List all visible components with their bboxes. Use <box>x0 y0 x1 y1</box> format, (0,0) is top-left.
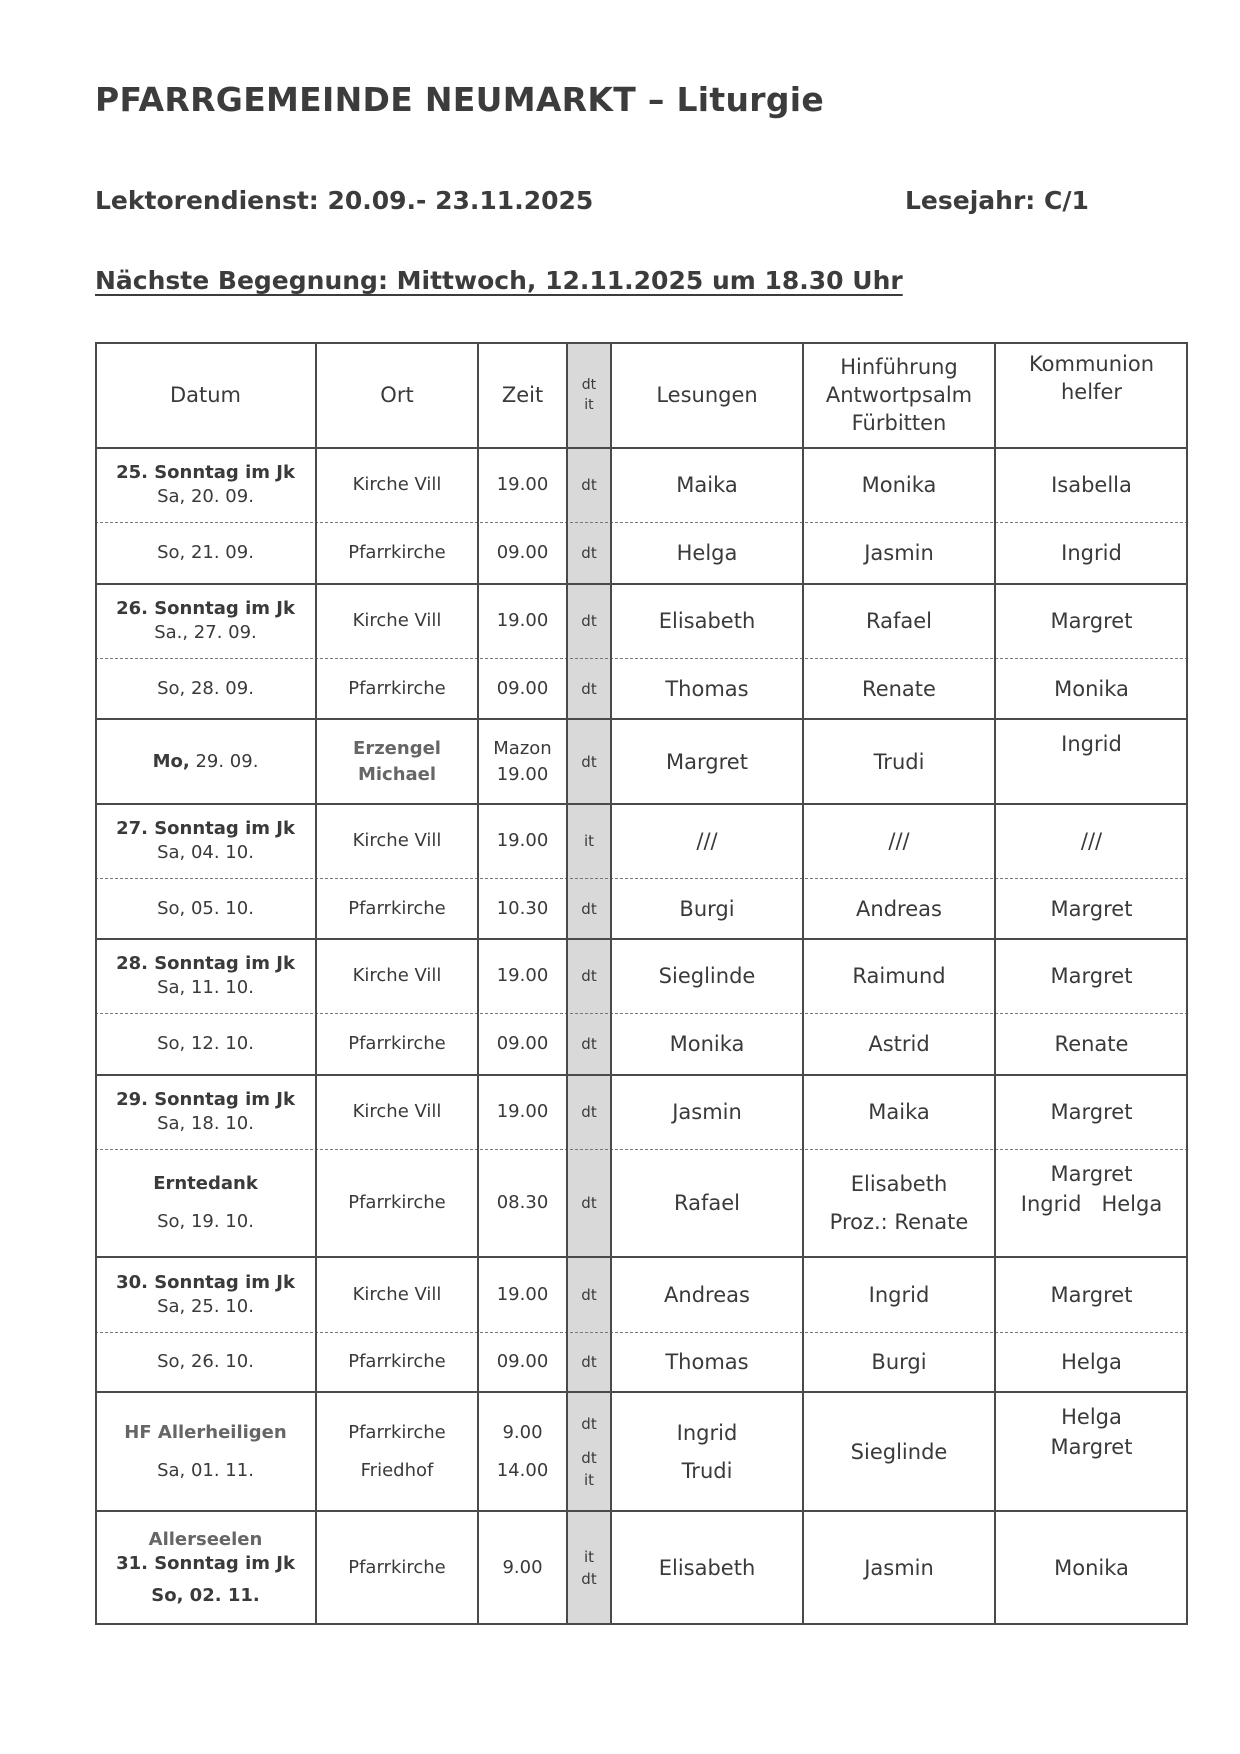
psalm-intercessions-cell <box>803 658 995 719</box>
date-label: Sa, 20. 09. <box>157 486 254 507</box>
time-label: 19.00 <box>496 1283 549 1305</box>
time-label: 19.00 <box>496 610 549 631</box>
reader-name: Elisabeth <box>658 609 756 633</box>
language-cell <box>567 804 611 878</box>
location-cell <box>316 939 478 1013</box>
date-cell <box>95 1392 316 1511</box>
helper-name: Helga <box>1061 1405 1122 1429</box>
location-label: Pfarrkirche <box>348 542 446 563</box>
date-label: So, 12. 10. <box>157 1033 254 1054</box>
page-title: PFARRGEMEINDE NEUMARKT – Liturgie <box>95 80 825 119</box>
date-label: Sa., 27. 09. <box>154 622 257 643</box>
language-cell <box>567 522 611 584</box>
time-label: Mazon <box>493 737 552 759</box>
reader-name: Maika <box>676 473 738 497</box>
language-label: it <box>583 1547 595 1566</box>
time-label: 19.00 <box>496 474 549 495</box>
helper-name: Ingrid <box>1061 541 1122 565</box>
location-cell <box>316 448 478 522</box>
psalm-intercessions-cell <box>803 584 995 658</box>
psalm-intercessions-cell <box>803 1149 995 1257</box>
reader-name: Maika <box>868 1100 930 1124</box>
header-lesungen <box>611 342 803 448</box>
date-label: Sa, 04. 10. <box>157 842 254 863</box>
location-cell <box>316 1257 478 1332</box>
location-cell <box>316 1149 478 1257</box>
reader-name: Elisabeth <box>658 1555 756 1580</box>
reader-name: Burgi <box>679 896 735 921</box>
date-cell <box>95 939 316 1013</box>
location-label: Kirche Vill <box>352 610 442 631</box>
date-label: So, 05. 10. <box>157 897 254 919</box>
language-cell <box>567 1511 611 1624</box>
row-divider-dashed <box>95 522 1188 523</box>
location-label: Pfarrkirche <box>348 897 446 919</box>
psalm-intercessions-cell <box>803 1511 995 1624</box>
header-lang-it: it <box>584 397 594 413</box>
row-divider <box>95 1256 1188 1258</box>
date-cell <box>95 1075 316 1149</box>
header-ort <box>316 342 478 448</box>
psalm-intercessions-cell <box>803 1332 995 1392</box>
language-label: dt <box>581 1448 597 1467</box>
reader-name: Burgi <box>871 1350 927 1374</box>
date-label: 29. 09. <box>195 750 259 772</box>
language-cell <box>567 1392 611 1511</box>
communion-helper-cell <box>995 939 1188 1013</box>
feast-label: Allerseelen <box>148 1528 263 1550</box>
header-hinf-line1: Hinführung <box>840 355 958 379</box>
location-label: Kirche Vill <box>352 965 442 986</box>
location-label: Kirche Vill <box>352 1283 442 1305</box>
occasion-label: 26. Sonntag im Jk <box>116 598 295 619</box>
time-cell <box>478 1257 567 1332</box>
readings-cell <box>611 658 803 719</box>
row-divider <box>95 718 1188 720</box>
language-label: it <box>583 1470 595 1489</box>
reader-name: /// <box>888 829 910 853</box>
helper-name: /// <box>1080 829 1103 853</box>
time-cell <box>478 804 567 878</box>
language-label: it <box>583 832 595 850</box>
psalm-intercessions-cell <box>803 719 995 804</box>
occasion-label: HF Allerheiligen <box>124 1421 287 1443</box>
reader-name: Ingrid <box>676 1420 738 1445</box>
column-divider <box>315 342 317 1624</box>
header-ort-label: Ort <box>380 383 414 407</box>
time-cell <box>478 719 567 804</box>
time-label: 14.00 <box>496 1459 549 1481</box>
language-cell <box>567 1075 611 1149</box>
row-divider-dashed <box>95 878 1188 879</box>
location-label: Michael <box>357 763 437 785</box>
reader-name: Jasmin <box>864 1555 934 1580</box>
date-cell <box>95 1332 316 1392</box>
language-cell <box>567 719 611 804</box>
helper-name: Monika <box>1054 676 1129 701</box>
reader-name: Raimund <box>852 964 946 988</box>
communion-helper-cell <box>995 878 1188 939</box>
language-label: dt <box>581 1194 597 1212</box>
reader-name: Monika <box>669 1032 745 1056</box>
helper-name: Isabella <box>1051 473 1132 497</box>
language-label: dt <box>581 679 597 698</box>
communion-helper-cell <box>995 658 1188 719</box>
time-label: 9.00 <box>502 1421 543 1443</box>
header-komm-line1: Kommunion <box>1028 352 1155 376</box>
language-label: dt <box>581 752 597 771</box>
column-divider <box>477 342 479 1624</box>
time-cell <box>478 1075 567 1149</box>
communion-helper-cell <box>995 1149 1188 1257</box>
time-cell <box>478 584 567 658</box>
helper-name: Helga <box>1061 1350 1122 1374</box>
date-line <box>153 750 259 774</box>
time-cell <box>478 448 567 522</box>
time-cell <box>478 658 567 719</box>
row-divider-dashed <box>95 658 1188 659</box>
language-label: dt <box>581 612 597 630</box>
location-cell <box>316 719 478 804</box>
header-hinf-line2: Antwortpsalm <box>825 383 973 407</box>
language-label: dt <box>581 899 597 918</box>
communion-helper-cell <box>995 804 1188 878</box>
time-label: 08.30 <box>496 1192 549 1213</box>
language-label: dt <box>581 1414 597 1433</box>
helper-name: Ingrid <box>1061 732 1122 756</box>
readings-cell <box>611 1149 803 1257</box>
row-divider-dashed <box>95 1332 1188 1333</box>
time-label: 10.30 <box>496 897 549 919</box>
header-zeit-label: Zeit <box>501 383 544 407</box>
header-datum <box>95 342 316 448</box>
header-komm-line2: helfer <box>1060 380 1122 404</box>
occasion-label: 27. Sonntag im Jk <box>116 818 295 839</box>
language-cell <box>567 939 611 1013</box>
language-label: dt <box>581 1285 597 1304</box>
lector-schedule-table <box>95 342 1188 1624</box>
reader-name: Renate <box>862 676 936 701</box>
location-cell <box>316 1392 478 1511</box>
helper-name: Renate <box>1054 1032 1129 1056</box>
time-cell <box>478 1332 567 1392</box>
communion-helper-cell <box>995 1511 1188 1624</box>
readings-cell <box>611 1075 803 1149</box>
language-cell <box>567 658 611 719</box>
location-cell <box>316 1332 478 1392</box>
location-cell <box>316 804 478 878</box>
time-cell <box>478 878 567 939</box>
location-cell <box>316 1511 478 1624</box>
date-cell <box>95 1013 316 1075</box>
readings-cell <box>611 1511 803 1624</box>
helper-name: Ingrid Helga <box>1020 1192 1163 1216</box>
reader-name: Andreas <box>856 896 942 921</box>
helper-name: Margret <box>1050 964 1133 988</box>
header-lesungen-label: Lesungen <box>656 383 758 407</box>
reader-name: Trudi <box>873 749 925 774</box>
row-divider-dashed <box>95 1149 1188 1150</box>
helper-name: Margret <box>1050 896 1133 921</box>
helper-name: Margret <box>1050 1435 1133 1459</box>
reader-name: Trudi <box>681 1458 733 1483</box>
date-label: Sa, 25. 10. <box>157 1295 254 1317</box>
row-divider <box>95 1623 1188 1625</box>
date-label: Sa, 11. 10. <box>157 977 254 998</box>
readings-cell <box>611 584 803 658</box>
helper-name: Margret <box>1050 1100 1133 1124</box>
psalm-intercessions-cell <box>803 448 995 522</box>
time-label: 19.00 <box>496 965 549 986</box>
reader-name: Margret <box>666 749 748 774</box>
next-meeting: Nächste Begegnung: Mittwoch, 12.11.2025 um 18.30 Uhr <box>95 266 903 295</box>
reader-name: Astrid <box>868 1032 930 1056</box>
occasion-label: 25. Sonntag im Jk <box>116 462 295 483</box>
reader-name: Helga <box>676 541 738 565</box>
date-cell <box>95 1257 316 1332</box>
helper-name: Margret <box>1050 609 1133 633</box>
reader-name: Jasmin <box>864 541 934 565</box>
row-divider <box>95 583 1188 585</box>
language-cell <box>567 584 611 658</box>
reader-name: Sieglinde <box>850 1439 948 1464</box>
reader-name: Thomas <box>665 1350 749 1374</box>
communion-helper-cell <box>995 448 1188 522</box>
occasion-label: 29. Sonntag im Jk <box>116 1089 295 1110</box>
time-cell <box>478 1392 567 1511</box>
time-label: 09.00 <box>496 677 549 699</box>
location-label: Pfarrkirche <box>348 1033 446 1054</box>
date-cell <box>95 878 316 939</box>
communion-helper-cell <box>995 1257 1188 1332</box>
time-label: 9.00 <box>502 1556 543 1578</box>
time-label: 09.00 <box>496 1351 549 1372</box>
weekday-label: Mo, <box>152 750 190 772</box>
communion-helper-cell <box>995 1332 1188 1392</box>
header-hinf-line3: Fürbitten <box>851 411 947 435</box>
psalm-intercessions-cell <box>803 1392 995 1511</box>
psalm-intercessions-cell <box>803 878 995 939</box>
readings-cell <box>611 878 803 939</box>
occasion-label: 31. Sonntag im Jk <box>116 1552 295 1574</box>
language-label: dt <box>581 544 597 562</box>
date-label: So, 26. 10. <box>157 1351 254 1372</box>
location-label: Pfarrkirche <box>348 1351 446 1372</box>
communion-helper-cell <box>995 1075 1188 1149</box>
time-label: 19.00 <box>496 1101 549 1122</box>
location-cell <box>316 1075 478 1149</box>
date-label: So, 28. 09. <box>157 677 254 699</box>
reader-name: Elisabeth <box>850 1172 948 1196</box>
column-divider <box>994 342 996 1624</box>
occasion-label: Erntedank <box>153 1173 258 1194</box>
location-cell <box>316 584 478 658</box>
location-cell <box>316 522 478 584</box>
readings-cell <box>611 719 803 804</box>
time-cell <box>478 939 567 1013</box>
date-label: So, 21. 09. <box>157 542 254 563</box>
communion-helper-cell <box>995 522 1188 584</box>
date-cell <box>95 448 316 522</box>
location-label: Pfarrkirche <box>348 1421 446 1443</box>
location-label: Friedhof <box>360 1459 434 1481</box>
language-cell <box>567 1257 611 1332</box>
row-divider <box>95 938 1188 940</box>
time-cell <box>478 1511 567 1624</box>
location-label: Kirche Vill <box>352 830 442 851</box>
location-cell <box>316 878 478 939</box>
location-label: Pfarrkirche <box>348 677 446 699</box>
psalm-intercessions-cell <box>803 939 995 1013</box>
language-label: dt <box>581 476 597 494</box>
communion-helper-cell <box>995 719 1188 804</box>
date-cell <box>95 1149 316 1257</box>
table-border-top <box>95 342 1188 344</box>
reading-year: Lesejahr: C/1 <box>905 186 1089 215</box>
row-divider <box>95 447 1188 449</box>
language-label: dt <box>581 1035 597 1053</box>
helper-name: Margret <box>1050 1162 1133 1186</box>
helper-name: Margret <box>1050 1282 1133 1307</box>
service-period: Lektorendienst: 20.09.- 23.11.2025 <box>95 186 594 215</box>
time-cell <box>478 1013 567 1075</box>
language-cell <box>567 878 611 939</box>
time-cell <box>478 1149 567 1257</box>
date-cell <box>95 1511 316 1624</box>
reader-name: Ingrid <box>868 1282 930 1307</box>
location-cell <box>316 1013 478 1075</box>
communion-helper-cell <box>995 584 1188 658</box>
date-cell <box>95 584 316 658</box>
occasion-label: 28. Sonntag im Jk <box>116 953 295 974</box>
header-zeit <box>478 342 567 448</box>
location-label: Pfarrkirche <box>348 1556 446 1578</box>
header-language <box>567 342 611 448</box>
readings-cell <box>611 1257 803 1332</box>
row-divider <box>95 1510 1188 1512</box>
communion-helper-cell <box>995 1013 1188 1075</box>
readings-cell <box>611 804 803 878</box>
language-cell <box>567 1332 611 1392</box>
reader-name: Rafael <box>673 1191 740 1215</box>
readings-cell <box>611 1392 803 1511</box>
location-label: Erzengel <box>353 737 441 759</box>
reader-name: Andreas <box>664 1282 750 1307</box>
psalm-intercessions-cell <box>803 1075 995 1149</box>
language-cell <box>567 1013 611 1075</box>
column-divider <box>566 342 568 1624</box>
psalm-intercessions-cell <box>803 804 995 878</box>
row-divider <box>95 1074 1188 1076</box>
time-cell <box>478 522 567 584</box>
header-hinfuehrung <box>803 342 995 448</box>
reader-name: Thomas <box>665 676 749 701</box>
date-label: So, 19. 10. <box>157 1211 254 1232</box>
language-cell <box>567 1149 611 1257</box>
row-divider <box>95 803 1188 805</box>
location-label: Kirche Vill <box>352 1101 442 1122</box>
language-label: dt <box>581 1103 597 1121</box>
header-kommunion <box>995 342 1188 448</box>
time-label: 09.00 <box>496 1033 549 1054</box>
location-label: Kirche Vill <box>352 474 442 495</box>
date-cell <box>95 804 316 878</box>
date-label: So, 02. 11. <box>151 1584 260 1606</box>
communion-helper-cell <box>995 1392 1188 1511</box>
time-label: 19.00 <box>496 763 549 785</box>
column-divider <box>802 342 804 1624</box>
psalm-intercessions-cell <box>803 1257 995 1332</box>
column-divider <box>610 342 612 1624</box>
date-cell <box>95 658 316 719</box>
row-divider <box>95 1391 1188 1393</box>
language-label: dt <box>581 967 597 985</box>
date-label: Sa, 18. 10. <box>157 1113 254 1134</box>
readings-cell <box>611 448 803 522</box>
language-label: dt <box>581 1353 597 1371</box>
date-cell <box>95 719 316 804</box>
header-lang-dt: dt <box>581 377 597 393</box>
date-cell <box>95 522 316 584</box>
occasion-label: 30. Sonntag im Jk <box>116 1271 295 1293</box>
column-divider <box>1186 342 1188 1624</box>
reader-name: /// <box>696 829 718 853</box>
language-cell <box>567 448 611 522</box>
location-label: Pfarrkirche <box>348 1192 446 1213</box>
readings-cell <box>611 1013 803 1075</box>
readings-cell <box>611 939 803 1013</box>
language-label: dt <box>581 1569 597 1588</box>
reader-name: Jasmin <box>672 1100 742 1124</box>
column-divider <box>95 342 97 1624</box>
psalm-intercessions-cell <box>803 522 995 584</box>
psalm-intercessions-cell <box>803 1013 995 1075</box>
header-datum-label: Datum <box>169 383 242 407</box>
row-divider-dashed <box>95 1013 1188 1014</box>
reader-name: Sieglinde <box>658 964 756 988</box>
readings-cell <box>611 522 803 584</box>
date-label: Sa, 01. 11. <box>157 1459 254 1481</box>
reader-name: Monika <box>861 473 937 497</box>
reader-name: Proz.: Renate <box>829 1210 969 1234</box>
helper-name: Monika <box>1054 1555 1129 1580</box>
time-label: 19.00 <box>496 830 549 851</box>
time-label: 09.00 <box>496 542 549 563</box>
readings-cell <box>611 1332 803 1392</box>
location-cell <box>316 658 478 719</box>
reader-name: Rafael <box>865 609 932 633</box>
